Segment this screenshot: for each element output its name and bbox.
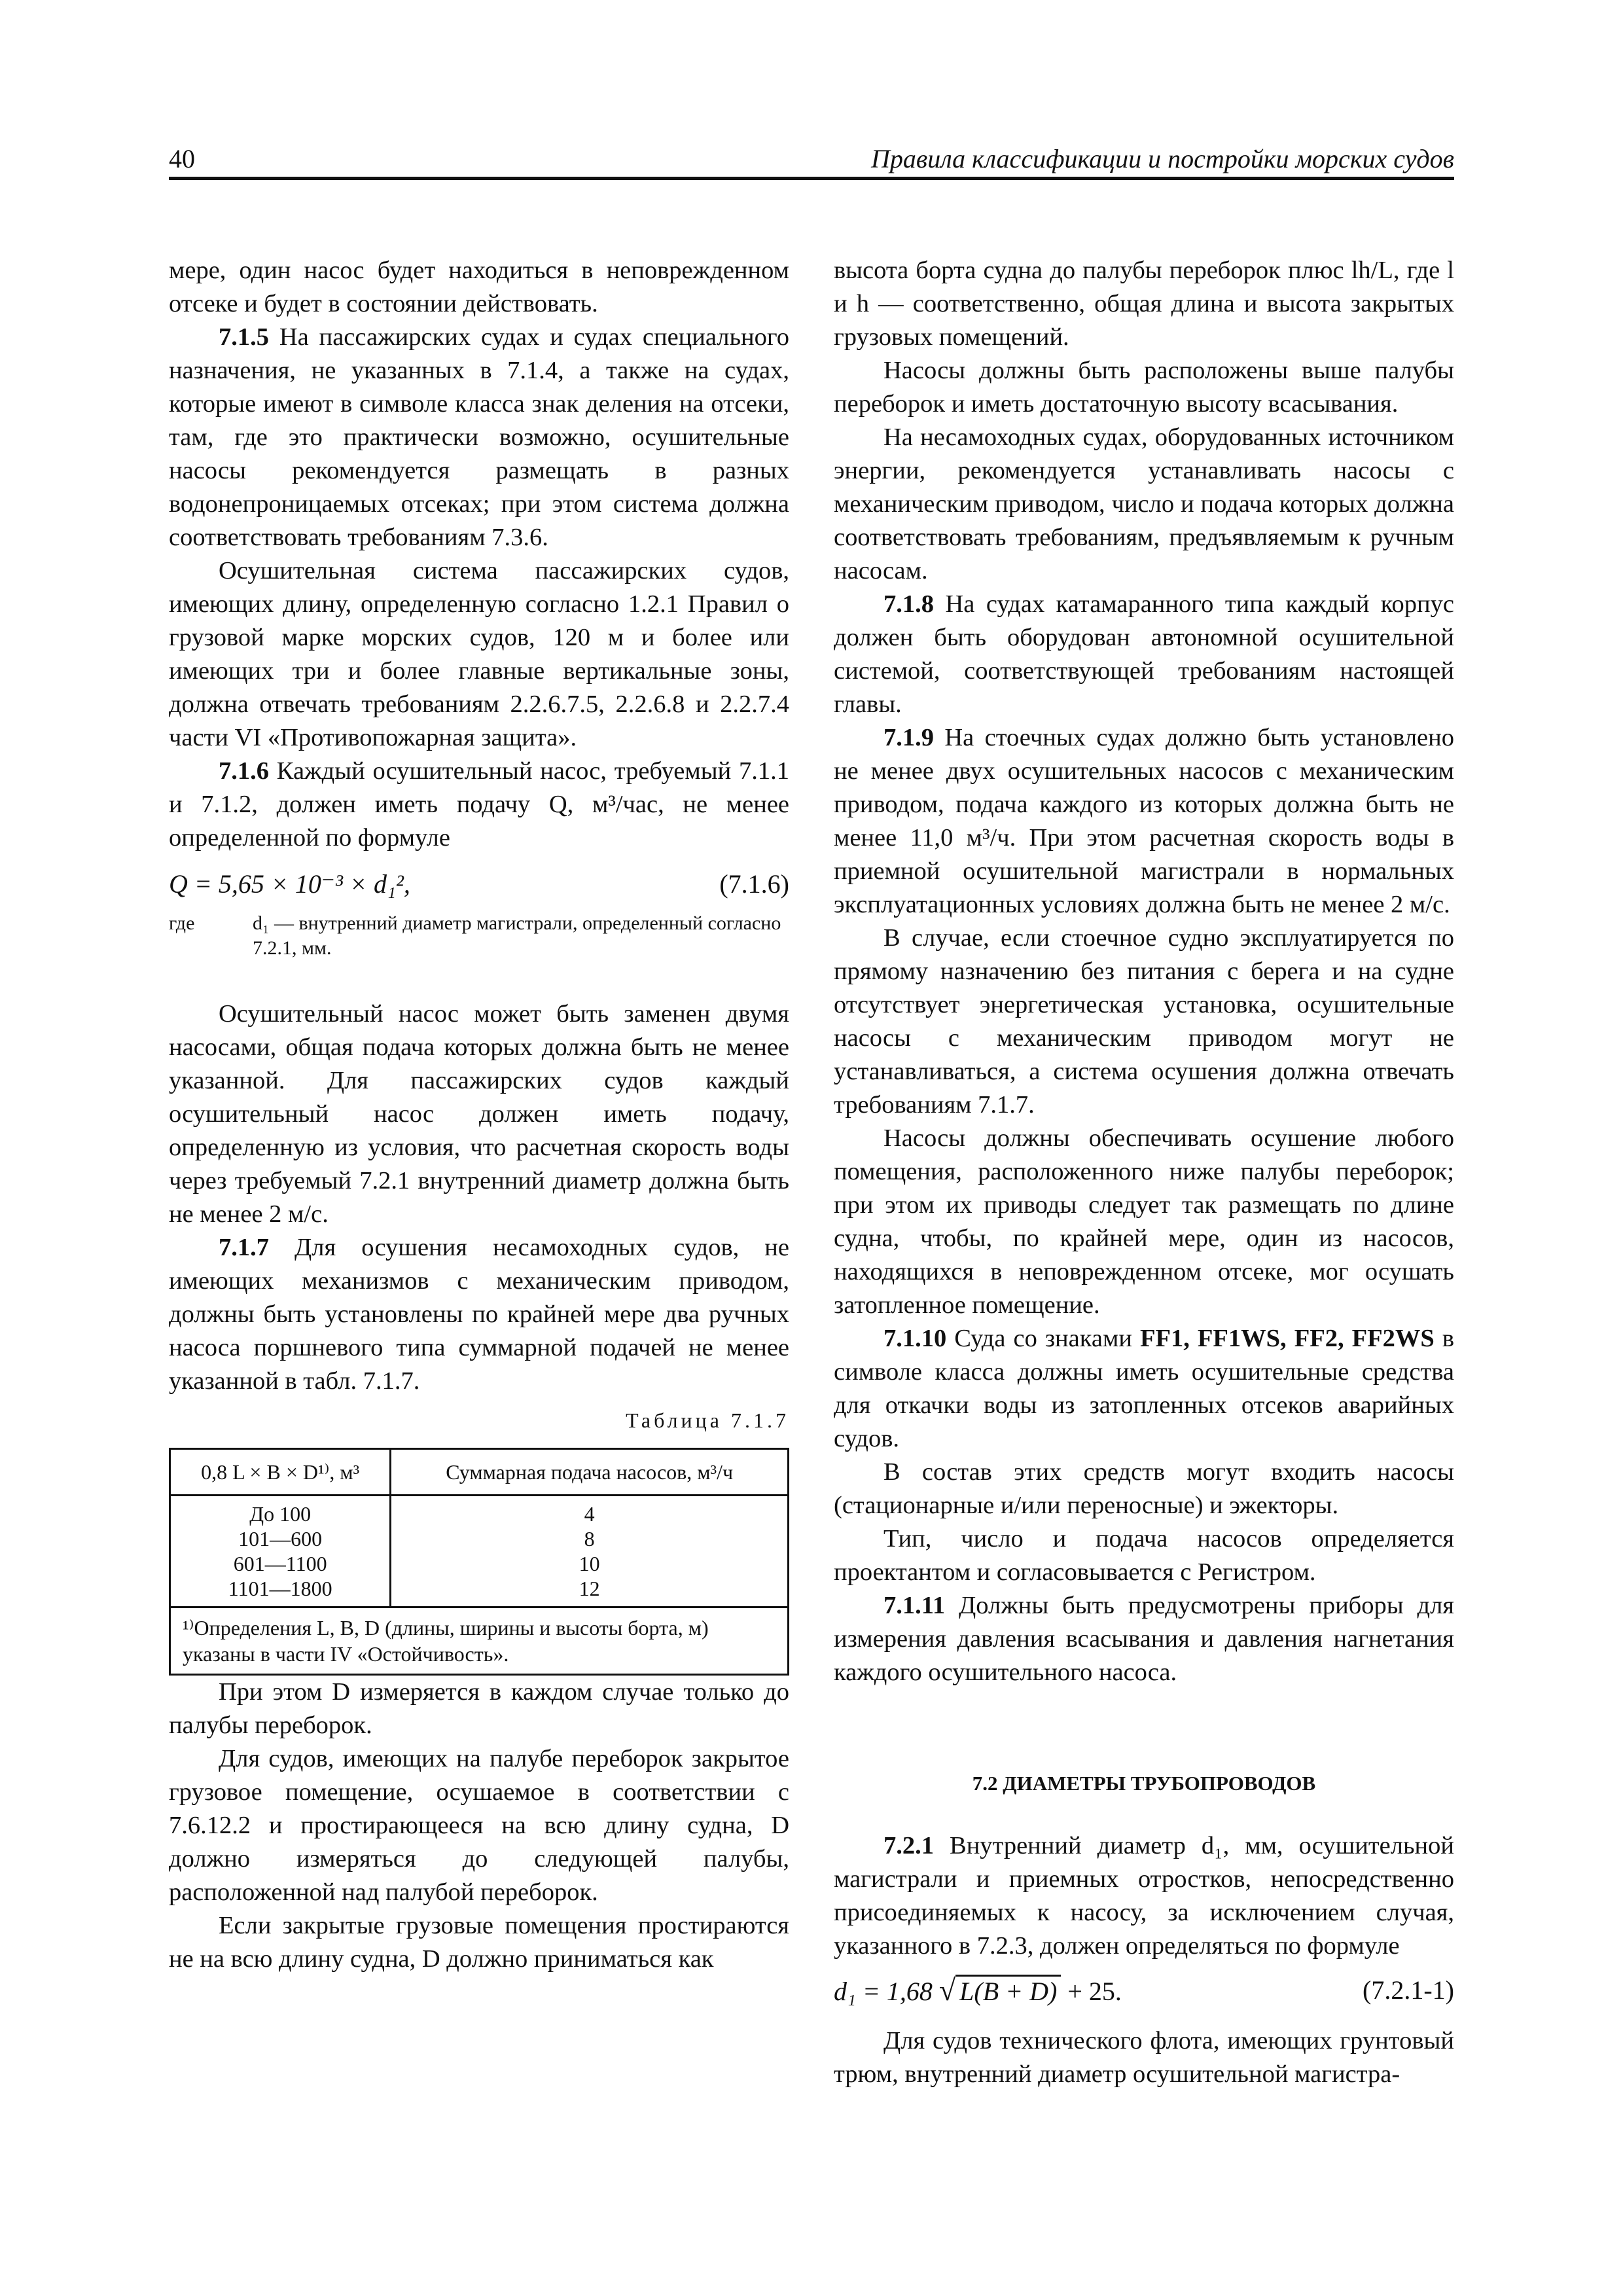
legend-text: d₁ — внутренний диаметр магистрали, определенный согласно 7.2.1, мм. — [253, 912, 781, 959]
table-cell: 1101—1800 — [228, 1577, 332, 1600]
paragraph: Насосы должны обеспечивать осушение любого помещения, расположенного ниже палубы переборок; при этом их приводы следует так размещать по длине судна, чтобы, по крайней мере, один из насосов, находящихся в неповрежденном отсеке, мог осушать затопленное помещение. — [834, 1124, 1454, 1319]
table-7-1-7 — [169, 1448, 789, 1676]
clause-7-2-1 — [834, 1829, 1454, 1963]
table-cell: 101—600 — [238, 1527, 323, 1551]
clause-text: в символе класса должны иметь осушительные средства для откачки воды из затопленных отсеков аварийных судов. — [834, 1325, 1455, 1452]
section-heading: 7.2 ДИАМЕТРЫ ТРУБОПРОВОДОВ — [972, 1772, 1316, 1795]
left-column — [169, 254, 789, 1976]
paragraph: Осушительная система пассажирских судов, имеющих длину, определенную согласно 1.2.1 Правил о грузовой марке морских судов, 120 м и более или имеющих три и более главные вертикальные зоны, должна отвечать требованиям 2.2.6.7.5, 2.2.6.8 и 2.2.7.4 части VI «Противопожарная защита». — [169, 557, 789, 751]
paragraph: На несамоходных судах, оборудованных источником энергии, рекомендуется устанавливать насосы с механическим приводом, число и подача которых должна соответствовать требованиям, предъявляемым к ручным насосам. — [834, 423, 1454, 584]
clause-number: 7.1.10 — [883, 1325, 947, 1352]
table-header-capacity: Суммарная подача насосов, м³/ч — [391, 1449, 789, 1496]
page-number: 40 — [169, 144, 195, 173]
clause-text: На стоечных судах должно быть установлено не менее двух осушительных насосов с механическим приводом, подача каждого из которых должна быть не менее 11,0 м³/ч. При этом расчетная скорость воды в приемной осушительной магистрали в нормальных эксплуатационных условиях должна быть не менее 2 м/с. — [834, 724, 1454, 918]
right-column — [834, 254, 1454, 2091]
header-rule — [169, 177, 1454, 180]
paragraph: Если закрытые грузовые помещения простираются не на всю длину судна, D должно приниматься как — [169, 1912, 789, 1973]
clause-7-1-11 — [834, 1589, 1454, 1689]
table-column-capacity — [391, 1496, 789, 1607]
table-cell: 10 — [579, 1552, 600, 1575]
clause-number: 7.1.7 — [219, 1234, 269, 1261]
clause-number: 7.2.1 — [883, 1832, 934, 1859]
clause-number: 7.1.8 — [883, 590, 934, 618]
table-footnote: ¹⁾Определения L, B, D (длины, ширины и высоты борта, м) указаны в части IV «Остойчивость». — [170, 1607, 789, 1675]
table-header-volume: 0,8 L × B × D¹⁾, м³ — [170, 1449, 391, 1496]
sqrt-icon: √ — [938, 1973, 956, 2007]
formula-rhs: + 25. — [1067, 1977, 1122, 2006]
clause-text: Каждый осушительный насос, требуемый 7.1.1 и 7.1.2, должен иметь подачу Q, м³/час, не менее определенной по формуле — [169, 757, 789, 852]
clause-7-1-5 — [169, 321, 789, 554]
clause-7-1-6 — [169, 755, 789, 855]
paragraph: Для судов технического флота, имеющих грунтовый трюм, внутренний диаметр осушительной магистра- — [834, 2027, 1454, 2088]
table-caption: Таблица 7.1.7 — [626, 1408, 789, 1432]
clause-text: Суда со знаками — [946, 1325, 1140, 1352]
formula-7-2-1-1 — [834, 1971, 1454, 2011]
table-cell: До 100 — [249, 1502, 312, 1526]
paragraph: Для судов, имеющих на палубе переборок закрытое грузовое помещение, осушаемое в соответствии с 7.6.12.2 и простирающееся на всю длину судна, D должно измеряться до следующей палубы, расположенной над палубой переборок. — [169, 1745, 789, 1906]
paragraph: Тип, число и подача насосов определяется проектантом и согласовывается с Регистром. — [834, 1525, 1454, 1586]
formula-number: (7.2.1-1) — [1363, 1975, 1454, 2005]
formula-number: (7.1.6) — [719, 869, 789, 899]
paragraph: В случае, если стоечное судно эксплуатируется по прямому назначению без питания с берега и на судне отсутствует энергетическая установка, осушительные насосы с механическим приводом могут не устанавливаться, а система осушения должна отвечать требованиям 7.1.7. — [834, 924, 1454, 1119]
formula-expression: Q = 5,65 × 10⁻³ × d₁², — [169, 869, 410, 899]
formula-lhs: d₁ = 1,68 — [834, 1977, 933, 2006]
clause-text: На пассажирских судах и судах специального назначения, не указанных в 7.1.4, а также на судах, которые имеют в символе класса знак деления на отсеки, там, где это практически возможно, осушительные насосы рекомендуется размещать в разных водонепроницаемых отсеках; при этом система должна соответствовать требованиям 7.3.6. — [169, 323, 789, 551]
clause-text: Внутренний диаметр d₁, мм, осушительной магистрали и приемных отростков, непосредственно присоединяемых к насосу, за исключением случая, указанного в 7.2.3, должен определяться по формуле — [834, 1832, 1454, 1960]
table-cell: 4 — [584, 1502, 595, 1526]
paragraph: При этом D измеряется в каждом случае только до палубы переборок. — [169, 1678, 789, 1739]
clause-number: 7.1.5 — [219, 323, 269, 351]
table-cell: 601—1100 — [233, 1552, 327, 1575]
clause-text: На судах катамаранного типа каждый корпус должен быть оборудован автономной осушительной системой, соответствующей требованиям настоящей главы. — [834, 590, 1454, 718]
table-cell: 12 — [579, 1577, 600, 1600]
clause-7-1-10 — [834, 1322, 1454, 1456]
class-marks: FF1, FF1WS, FF2, FF2WS — [1139, 1325, 1435, 1352]
legend-label: где — [169, 912, 195, 934]
clause-text: Для осушения несамоходных судов, не имеющих механизмов с механическим приводом, должны быть установлены по крайней мере два ручных насоса поршневого типа суммарной подачей не менее указанной в табл. 7.1.7. — [169, 1234, 789, 1395]
clause-7-1-9 — [834, 721, 1454, 922]
paragraph: Осушительный насос может быть заменен двумя насосами, общая подача которых должна быть не менее указанной. Для пассажирских судов каждый осушительный насос должен иметь подачу, определенную из условия, что расчетная скорость воды через требуемый 7.2.1 внутренний диаметр должна быть не менее 2 м/с. — [169, 1000, 789, 1228]
clause-7-1-8 — [834, 588, 1454, 721]
formula-7-1-6 — [169, 867, 789, 902]
paragraph: высота борта судна до палубы переборок плюс lh/L, где l и h — соответственно, общая длина и высота закрытых грузовых помещений. — [834, 257, 1454, 351]
clause-text: Должны быть предусмотрены приборы для измерения давления всасывания и давления нагнетания каждого осушительного насоса. — [834, 1592, 1454, 1686]
paragraph: мере, один насос будет находиться в неповрежденном отсеке и будет в состоянии действовать. — [169, 257, 789, 317]
clause-7-1-7 — [169, 1231, 789, 1398]
formula-radicand: L(B + D) — [955, 1975, 1061, 2007]
table-column-volume — [170, 1496, 391, 1607]
paragraph: Насосы должны быть расположены выше палубы переборок и иметь достаточную высоту всасывания. — [834, 357, 1454, 418]
table-cell: 8 — [584, 1527, 595, 1551]
clause-number: 7.1.9 — [883, 724, 934, 751]
clause-number: 7.1.11 — [883, 1592, 946, 1619]
formula-legend — [169, 911, 789, 961]
paragraph: В состав этих средств могут входить насосы (стационарные и/или переносные) и эжекторы. — [834, 1458, 1454, 1519]
formula-expression — [834, 1971, 1122, 2011]
running-header-title: Правила классификации и постройки морских судов — [870, 144, 1454, 173]
clause-number: 7.1.6 — [219, 757, 269, 785]
